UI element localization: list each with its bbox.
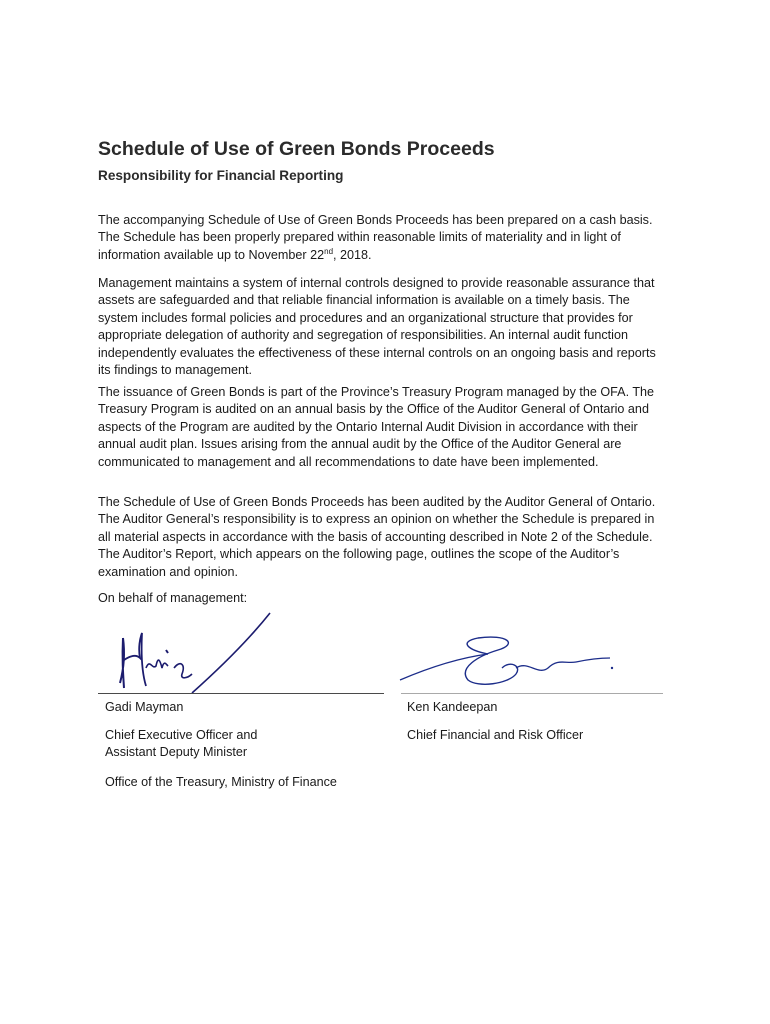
paragraph-internal-controls: Management maintains a system of internal controls designed to provide reasonable assurance that assets are safeguarded and that reliable financial information is available on a timely basis. The system includes formal policies and procedures and an organizational structure that provides for appropriate delegation of authority and segregation of responsibilities. An internal audit function independently evaluates the effectiveness of these internal controls on an ongoing basis and reports its findings to management. [98, 276, 656, 378]
signature-line-right [401, 693, 663, 694]
paragraph-audit: The Schedule of Use of Green Bonds Proceeds has been audited by the Auditor General of Ontario. The Auditor General’s responsibility is to express an opinion on whether the Schedule is prepared in all material aspects in accordance with the basis of accounting described in Note 2 of the Schedule. The Auditor’s Report, which appears on the following page, outlines the scope of the Auditor’s examination and opinion. [98, 495, 656, 579]
on-behalf-label: On behalf of management: [98, 591, 248, 605]
signatory-left-name: Gadi Mayman [105, 700, 184, 714]
signature-right-image [398, 628, 618, 692]
paragraph-basis-text: The accompanying Schedule of Use of Green Bonds Proceeds has been prepared on a cash basis. The Schedule has been properly prepared within reasonable limits of materiality and in light of information available up to November 22 [98, 213, 653, 262]
signature-line-left [98, 693, 384, 694]
paragraph-basis-end: , 2018. [333, 247, 372, 262]
document-title: Schedule of Use of Green Bonds Proceeds [98, 138, 495, 160]
document-subtitle: Responsibility for Financial Reporting [98, 168, 344, 183]
signatory-left-office: Office of the Treasury, Ministry of Finance [105, 775, 337, 789]
paragraph-treasury-program: The issuance of Green Bonds is part of the Province’s Treasury Program managed by the OFA. The Treasury Program is audited on an annual basis by the Office of the Auditor General of Ontario and aspects of the Program are audited by the Ontario Internal Audit Division in accordance with their annual audit plan. Issues arising from the annual audit by the Office of the Auditor General are communicated to management and all recommendations to date have been implemented. [98, 385, 655, 469]
signatory-left-title-line1: Chief Executive Officer and [105, 728, 258, 742]
paragraph-basis [98, 212, 670, 264]
date-ordinal-suffix: nd [324, 246, 334, 256]
signature-left-image [110, 608, 280, 700]
signatory-right-title: Chief Financial and Risk Officer [407, 728, 584, 742]
signatory-right-name: Ken Kandeepan [407, 700, 498, 714]
signatory-left-title-line2: Assistant Deputy Minister [105, 745, 248, 759]
